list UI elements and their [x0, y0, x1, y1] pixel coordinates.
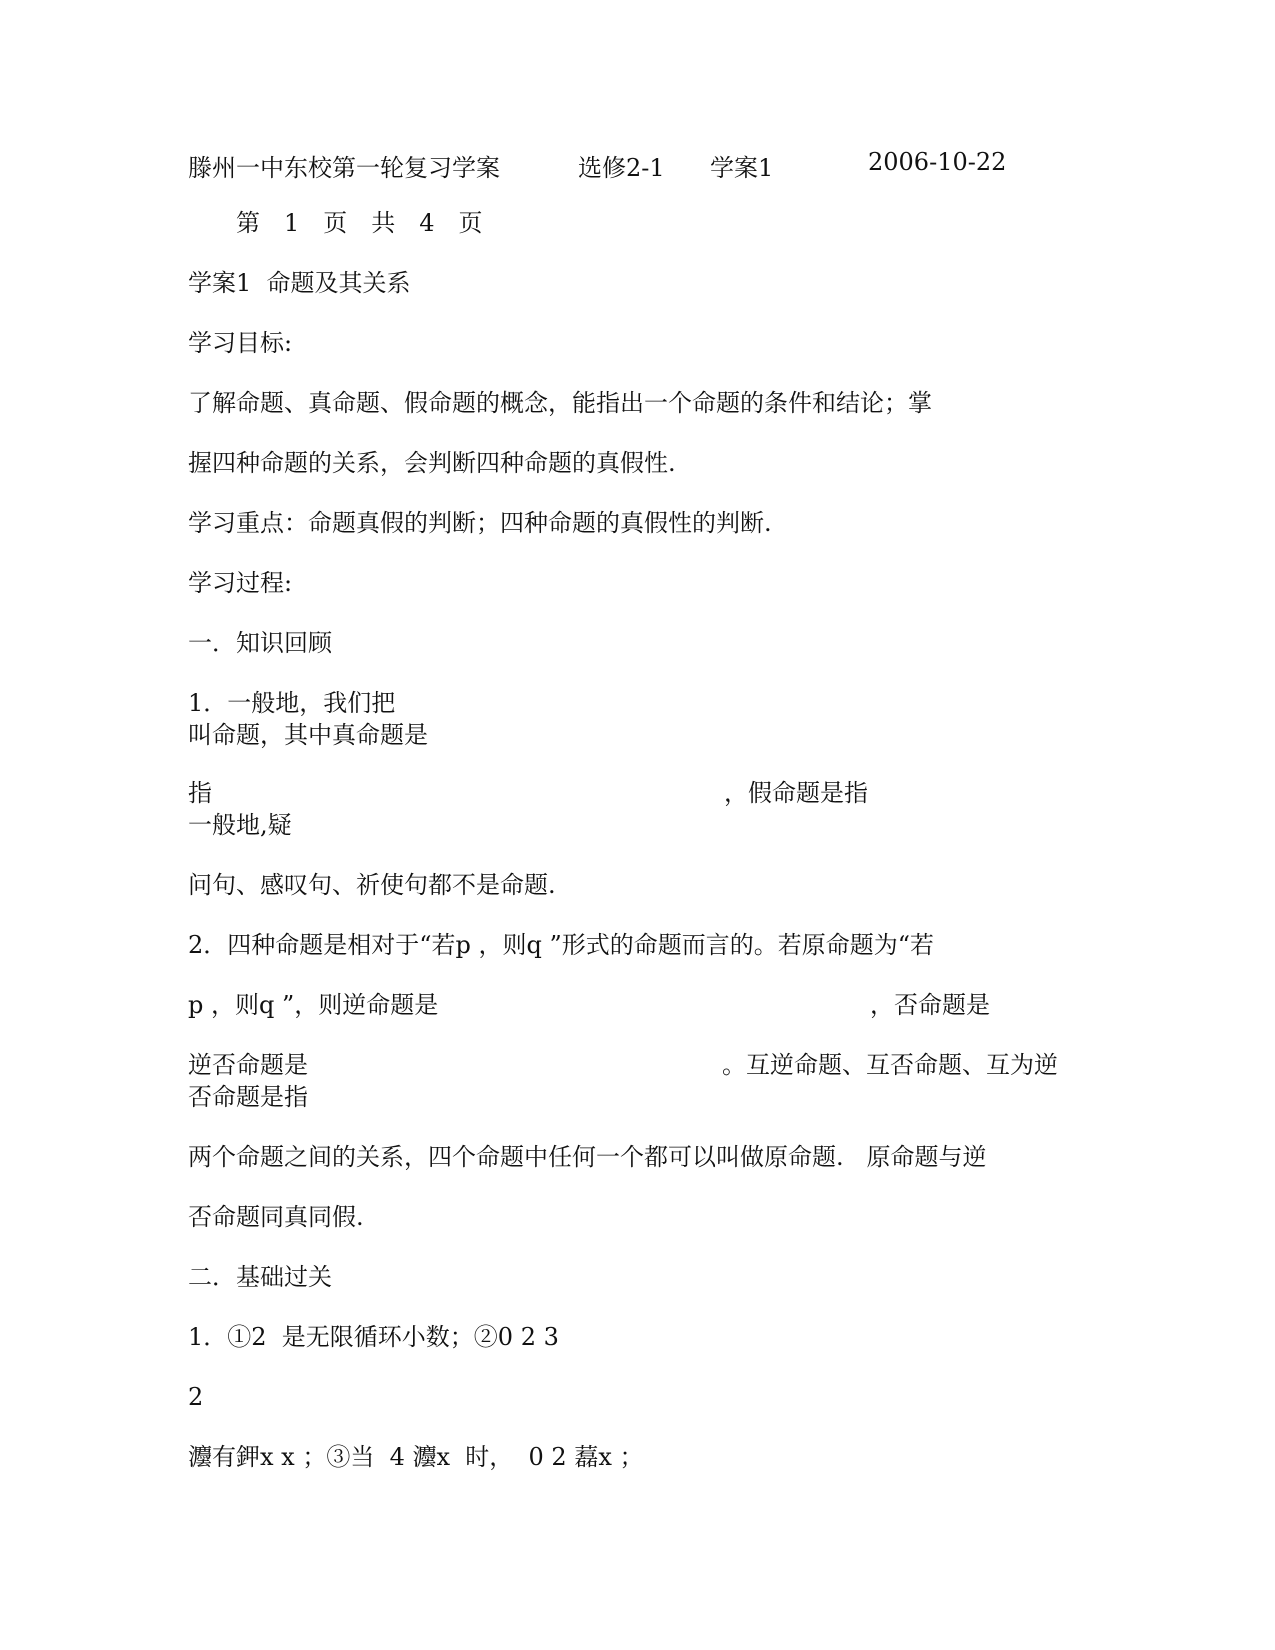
header-plan: 学案1 [710, 154, 774, 182]
paragraph-line: 2．四种命题是相对于“若p ，则q ”形式的命题而言的。若原命题为“若 [188, 931, 935, 959]
section-heading: 二．基础过关 [188, 1263, 332, 1291]
paragraph-line: 一般地,疑 [188, 811, 292, 839]
paragraph-line: 指 [188, 779, 212, 807]
section-heading: 一．知识回顾 [188, 629, 332, 657]
paragraph-line: 灋有鉀x x ；③当 4 灋x 时， 0 2 藞x ； [188, 1443, 644, 1471]
paragraph-line: ，假命题是指 [724, 779, 868, 807]
document-title: 学案1 命题及其关系 [188, 269, 411, 297]
objectives-text: 握四种命题的关系，会判断四种命题的真假性. [188, 449, 676, 477]
objectives-text: 了解命题、真命题、假命题的概念，能指出一个命题的条件和结论；掌 [188, 389, 932, 417]
paragraph-line: 1．一般地，我们把 [188, 689, 396, 717]
header-school: 滕州一中东校第一轮复习学案 [188, 154, 500, 182]
page-info: 第 1 页 共 4 页 [236, 209, 483, 237]
paragraph-line: 两个命题之间的关系，四个命题中任何一个都可以叫做原命题. 原命题与逆 [188, 1143, 987, 1171]
header-date: 2006-10-22 [868, 148, 1007, 176]
paragraph-line: 逆否命题是 [188, 1051, 308, 1079]
paragraph-line: 叫命题，其中真命题是 [188, 721, 428, 749]
paragraph-line: 2 [188, 1383, 204, 1411]
objectives-heading: 学习目标: [188, 329, 293, 357]
paragraph-line: 否命题同真同假. [188, 1203, 364, 1231]
process-heading: 学习过程: [188, 569, 293, 597]
paragraph-line: 问句、感叹句、祈使句都不是命题. [188, 871, 556, 899]
paragraph-line: ，否命题是 [870, 991, 990, 1019]
paragraph-line: 否命题是指 [188, 1083, 308, 1111]
header-course: 选修2-1 [578, 154, 665, 182]
paragraph-line: p ，则q ”，则逆命题是 [188, 991, 439, 1019]
key-points: 学习重点：命题真假的判断；四种命题的真假性的判断. [188, 509, 772, 537]
paragraph-line: 。互逆命题、互否命题、互为逆 [722, 1051, 1058, 1079]
paragraph-line: 1．①2 是无限循环小数；②0 2 3 [188, 1323, 559, 1351]
